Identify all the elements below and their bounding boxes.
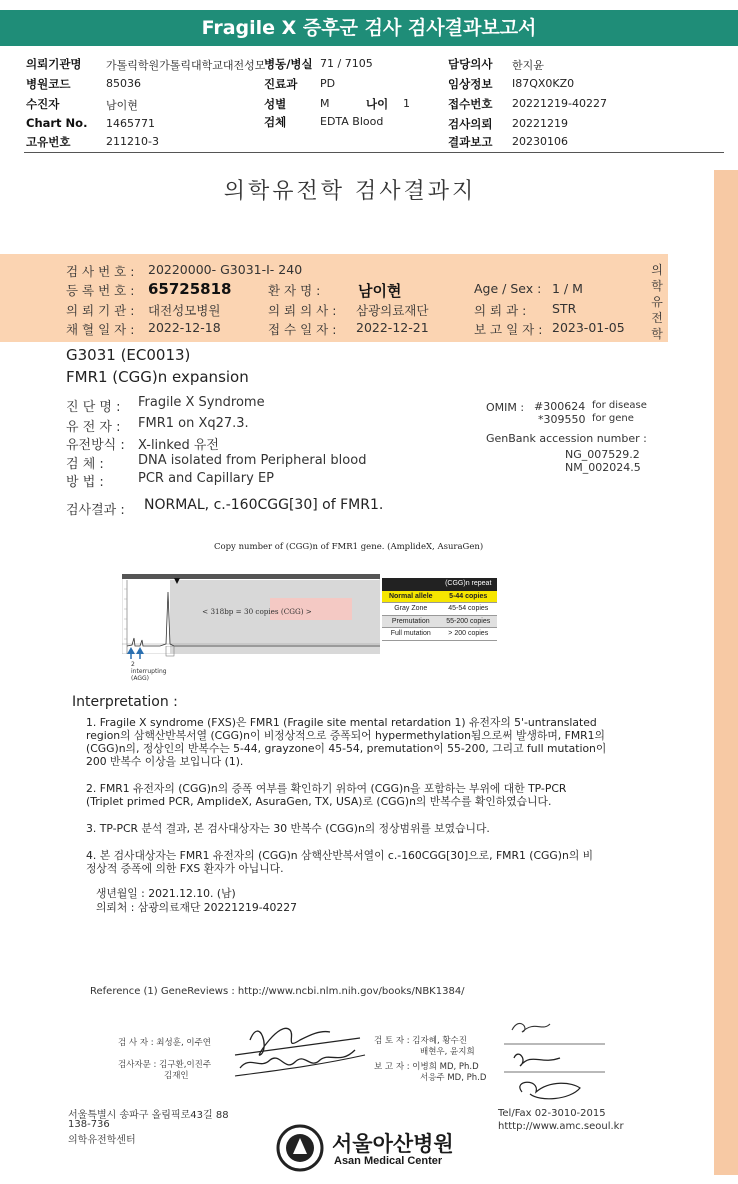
legend-header	[382, 578, 497, 591]
address-line-2: 138-736	[68, 1119, 110, 1130]
legend-row-gray	[382, 603, 497, 616]
meta-value-department: PD	[320, 77, 336, 90]
meta-value-request-date: 20221219	[512, 117, 568, 130]
req-org-label: 의 뢰 기 관 :	[66, 303, 135, 318]
meta-label-age: 나이	[366, 97, 389, 111]
legend-row-premutation	[382, 616, 497, 629]
hospital-name-en: Asan Medical Center	[334, 1155, 443, 1167]
reg-no-value: 65725818	[148, 280, 232, 298]
legend-category: Full mutation	[390, 630, 431, 637]
report-title: 의학유전학 검사결과지	[223, 179, 477, 204]
interp-line: (Triplet primed PCR, AmplideX, AsuraGen, TX, USA)로 (CGG)n의 반복수를 확인하였습니다.	[86, 795, 552, 808]
hospital-url: htttp://www.amc.seoul.kr	[498, 1121, 624, 1132]
referrer-info: 의뢰처 : 삼광의료재단 20221219-40227	[96, 901, 297, 914]
detail-value-diagnosis: Fragile X Syndrome	[138, 395, 265, 410]
meta-value-sex: M	[320, 97, 330, 110]
genbank-label: GenBank accession number :	[486, 432, 647, 445]
interp-line: 2. FMR1 유전자의 (CGG)n의 증폭 여부를 확인하기 위하여 (CGG)n을 포함하는 부위에 대한 TP-PCR	[86, 782, 567, 795]
examiner-label: 검 사 자 : 최성훈, 이주연	[118, 1038, 211, 1048]
legend-range: > 200 copies	[448, 630, 489, 637]
meta-label-doctor: 담당의사	[448, 57, 493, 71]
meta-value-clinical-info: I87QX0KZ0	[512, 77, 575, 90]
meta-value-institution: 가톨릭학원가톨릭대학교대전성모	[106, 59, 266, 72]
exam-no-label: 검 사 번 호 :	[66, 264, 135, 279]
interp-line: region의 삼핵산반복서열 (CGG)n이 비정상적으로 증폭되어 hypermethylation됨으로써 발생하며, FMR1의	[86, 729, 605, 742]
meta-label-ward: 병동/병실	[264, 57, 313, 71]
test-name: FMR1 (CGG)n expansion	[66, 368, 249, 386]
cgg-repeat-legend	[382, 578, 497, 641]
meta-divider	[24, 152, 724, 153]
age-sex-label: Age / Sex :	[474, 281, 542, 296]
reporter-label-2: 서응주 MD, Ph.D	[420, 1073, 487, 1083]
patient-name-value: 남이현	[358, 282, 402, 300]
req-doctor-value: 삼광의료재단	[356, 303, 429, 318]
meta-value-report-date: 20230106	[512, 135, 568, 148]
advisor-label-2: 김재인	[164, 1071, 189, 1081]
detail-label-gene: 유 전 자 :	[66, 420, 121, 435]
omim-disease: #300624	[534, 400, 586, 413]
interp-line: 3. TP-PCR 분석 결과, 본 검사대상자는 30 반복수 (CGG)n의 정상범위를 보였습니다.	[86, 822, 490, 835]
detail-label-inheritance: 유전방식 :	[66, 438, 125, 453]
detail-label-diagnosis: 진 단 명 :	[66, 400, 121, 415]
genbank-1: NG_007529.2	[565, 448, 640, 461]
detail-value-gene: FMR1 on Xq27.3.	[138, 416, 249, 431]
receipt-date-value: 2022-12-21	[356, 320, 429, 335]
genbank-2: NM_002024.5	[565, 461, 641, 474]
interp-line: 정상적 증폭에 의한 FXS 환자가 아닙니다.	[86, 862, 284, 875]
meta-label-clinical-info: 임상정보	[448, 77, 493, 91]
meta-label-request-date: 검사의뢰	[448, 117, 493, 131]
exam-no-value: 20220000- G3031-I- 240	[148, 262, 303, 277]
reviewer-label-2: 배현우, 윤지희	[420, 1047, 475, 1057]
collect-date-value: 2022-12-18	[148, 320, 221, 335]
req-dept-label: 의 뢰 과 :	[474, 303, 527, 318]
interp-line: 4. 본 검사대상자는 FMR1 유전자의 (CGG)n 삼핵산반복서열이 c.-160CGG[30]으로, FMR1 (CGG)n의 비	[86, 849, 594, 862]
meta-value-specimen: EDTA Blood	[320, 115, 384, 128]
meta-label-unique-no: 고유번호	[26, 135, 71, 149]
meta-value-age: 1	[403, 97, 410, 110]
req-dept-value: STR	[552, 301, 577, 316]
asan-foundation-seal-icon	[276, 1124, 324, 1172]
up-arrow-icon	[136, 647, 144, 654]
patient-name-label: 환 자 명 :	[268, 283, 321, 298]
patient-meta-table	[0, 52, 738, 152]
interp-line: (CGG)n의, 정상인의 반복수는 5-44, grayzone이 45-54, premutation이 55-200, 그리고 full mutation이	[86, 742, 607, 755]
reviewer-label: 검 토 자 : 김자혜, 황수진	[374, 1036, 467, 1046]
reg-no-label: 등 록 번 호 :	[66, 283, 135, 298]
reporter-label: 보 고 자 : 이병희 MD, Ph.D	[374, 1062, 479, 1072]
legend-row-normal	[382, 591, 497, 604]
reference-link: Reference (1) GeneReviews : http://www.ncbi.nlm.nih.gov/books/NBK1384/	[90, 986, 465, 997]
interp-line: 200 반복수 이상을 보입니다 (1).	[86, 755, 244, 768]
age-sex-value: 1 / M	[552, 281, 583, 296]
meta-label-receipt-no: 접수번호	[448, 97, 493, 111]
req-doctor-label: 의 뢰 의 사 :	[268, 303, 337, 318]
result-label: 검사결과 :	[66, 503, 125, 518]
meta-value-chart-no: 1465771	[106, 117, 155, 130]
scan-edge-strip	[714, 170, 738, 1175]
meta-value-receipt-no: 20221219-40227	[512, 97, 607, 110]
report-header-title: Fragile X 증후군 검사 검사결과보고서	[0, 10, 738, 46]
agg-marker-label: 2 interrupting (AGG)	[131, 661, 167, 682]
legend-category: Normal allele	[388, 592, 433, 600]
meta-label-report-date: 결과보고	[448, 135, 493, 149]
meta-value-hospital-code: 85036	[106, 77, 141, 90]
examiner-signature	[230, 1010, 370, 1080]
meta-label-chart-no: Chart No.	[26, 116, 88, 130]
chart-annotation: < 318bp = 30 copies (CGG) >	[202, 607, 312, 616]
meta-value-doctor: 한지윤	[512, 59, 544, 72]
meta-value-unique-no: 211210-3	[106, 135, 159, 148]
interp-line: 1. Fragile X syndrome (FXS)은 FMR1 (Fragile site mental retardation 1) 유전자의 5'-untranslated	[86, 716, 597, 729]
interpretation-item-2	[86, 782, 566, 808]
address-line-3: 의학유전학센터	[68, 1135, 136, 1146]
legend-range: 45-54 copies	[448, 605, 489, 612]
omim-label: OMIM :	[486, 401, 525, 414]
result-value: NORMAL, c.-160CGG[30] of FMR1.	[144, 497, 384, 513]
detail-value-method: PCR and Capillary EP	[138, 471, 274, 486]
collect-date-label: 채 혈 일 자 :	[66, 322, 135, 337]
detail-value-specimen: DNA isolated from Peripheral blood	[138, 453, 367, 468]
legend-range: 55-200 copies	[446, 617, 491, 625]
meta-label-hospital-code: 병원코드	[26, 77, 71, 91]
detail-label-method: 방 법 :	[66, 475, 104, 490]
hospital-name-kr: 서울아산병원	[332, 1132, 454, 1156]
advisor-label: 검사자문 : 김구환,이진주	[118, 1060, 212, 1070]
address-line-1: 서울특별시 송파구 올림픽로43길 88	[68, 1110, 229, 1121]
omim-gene: *309550	[538, 413, 586, 426]
reviewer-signature	[500, 1010, 610, 1105]
omim-disease-note: for disease	[592, 400, 647, 411]
omim-gene-note: for gene	[592, 413, 634, 424]
report-date-label: 보 고 일 자 :	[474, 322, 543, 337]
req-org-value: 대전성모병원	[148, 303, 221, 318]
interpretation-heading: Interpretation :	[72, 694, 178, 710]
interpretation-item-3	[86, 822, 490, 835]
receipt-date-label: 접 수 일 자 :	[268, 322, 337, 337]
report-info-band	[0, 254, 668, 342]
meta-value-ward: 71 / 7105	[320, 57, 373, 70]
meta-label-patient: 수진자	[26, 97, 60, 111]
legend-category: Premutation	[391, 617, 430, 625]
patient-birthdate: 생년월일 : 2021.12.10. (남)	[96, 887, 236, 900]
detail-label-specimen: 검 체 :	[66, 457, 104, 472]
meta-value-patient: 남이현	[106, 99, 138, 112]
interpretation-item-4	[86, 849, 593, 875]
side-vertical-label: 의학유전학	[651, 263, 663, 341]
meta-label-department: 진료과	[264, 77, 298, 91]
detail-value-inheritance: X-linked 유전	[138, 438, 219, 453]
legend-category: Gray Zone	[394, 605, 428, 612]
report-date-value: 2023-01-05	[552, 320, 625, 335]
cgg-electropherogram	[122, 574, 380, 654]
legend-header-text: (CGG)n repeat	[445, 580, 492, 587]
test-code: G3031 (EC0013)	[66, 346, 191, 364]
chart-title: Copy number of (CGG)n of FMR1 gene. (AmplideX, AsuraGen)	[214, 542, 484, 552]
tel-fax: Tel/Fax 02-3010-2015	[498, 1108, 606, 1119]
meta-label-institution: 의뢰기관명	[26, 57, 82, 71]
meta-label-specimen: 검체	[264, 115, 287, 129]
interpretation-item-1	[86, 716, 606, 768]
up-arrow-icon	[127, 647, 135, 654]
legend-range: 5-44 copies	[449, 592, 488, 600]
meta-label-sex: 성별	[264, 97, 287, 111]
legend-row-full	[382, 628, 497, 641]
